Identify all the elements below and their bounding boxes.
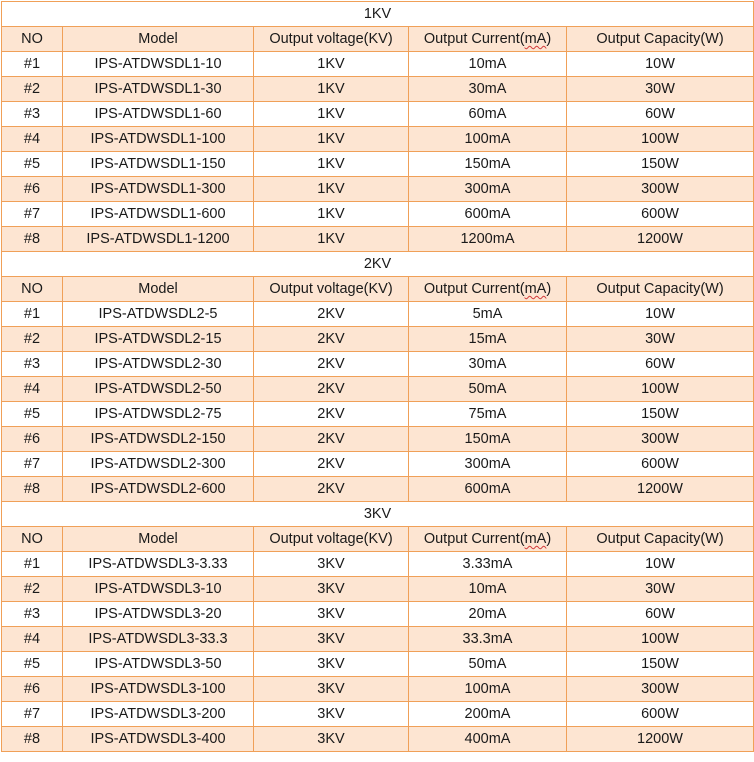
cell-no: #7	[2, 452, 63, 477]
cell-output-voltage: 2KV	[254, 377, 409, 402]
cell-model: IPS-ATDWSDL2-300	[63, 452, 254, 477]
cell-output-voltage: 1KV	[254, 152, 409, 177]
cell-output-capacity: 1200W	[567, 477, 754, 502]
cell-output-capacity: 100W	[567, 627, 754, 652]
cell-output-current: 75mA	[409, 402, 567, 427]
table-row	[2, 302, 754, 327]
header-model: Model	[63, 527, 254, 552]
cell-output-capacity: 100W	[567, 377, 754, 402]
header-output-voltage: Output voltage(KV)	[254, 527, 409, 552]
header-output-voltage: Output voltage(KV)	[254, 277, 409, 302]
cell-output-capacity: 150W	[567, 652, 754, 677]
header-output-current-label: Output Current(	[423, 531, 525, 547]
cell-output-current: 33.3mA	[409, 627, 567, 652]
cell-no: #4	[2, 377, 63, 402]
header-output-current-close: )	[546, 281, 552, 297]
table-row	[2, 452, 754, 477]
header-output-current	[409, 277, 567, 302]
cell-output-current: 300mA	[409, 452, 567, 477]
table-row	[2, 52, 754, 77]
cell-output-voltage: 2KV	[254, 302, 409, 327]
cell-output-capacity: 150W	[567, 402, 754, 427]
table-row	[2, 102, 754, 127]
column-header-row	[2, 527, 754, 552]
cell-model: IPS-ATDWSDL3-100	[63, 677, 254, 702]
table-row	[2, 352, 754, 377]
specs-table	[1, 1, 754, 752]
cell-output-capacity: 1200W	[567, 727, 754, 752]
table-row	[2, 552, 754, 577]
cell-model: IPS-ATDWSDL3-10	[63, 577, 254, 602]
cell-output-voltage: 2KV	[254, 452, 409, 477]
cell-no: #1	[2, 302, 63, 327]
cell-no: #4	[2, 127, 63, 152]
cell-output-capacity: 150W	[567, 152, 754, 177]
cell-output-capacity: 30W	[567, 577, 754, 602]
cell-model: IPS-ATDWSDL2-30	[63, 352, 254, 377]
column-header-row	[2, 277, 754, 302]
cell-output-current: 30mA	[409, 352, 567, 377]
cell-output-capacity: 30W	[567, 327, 754, 352]
cell-output-voltage: 3KV	[254, 702, 409, 727]
cell-model: IPS-ATDWSDL3-33.3	[63, 627, 254, 652]
cell-model: IPS-ATDWSDL3-3.33	[63, 552, 254, 577]
cell-output-current: 50mA	[409, 377, 567, 402]
cell-model: IPS-ATDWSDL1-100	[63, 127, 254, 152]
cell-output-voltage: 3KV	[254, 552, 409, 577]
cell-model: IPS-ATDWSDL2-50	[63, 377, 254, 402]
table-row	[2, 152, 754, 177]
cell-output-capacity: 60W	[567, 352, 754, 377]
cell-output-voltage: 1KV	[254, 127, 409, 152]
cell-no: #3	[2, 352, 63, 377]
cell-output-current: 5mA	[409, 302, 567, 327]
header-output-current-close: )	[546, 31, 552, 47]
table-row	[2, 427, 754, 452]
cell-output-capacity: 300W	[567, 677, 754, 702]
cell-output-current: 10mA	[409, 52, 567, 77]
table-row	[2, 577, 754, 602]
section-title: 3KV	[2, 502, 754, 527]
cell-no: #1	[2, 52, 63, 77]
section-title-row	[2, 502, 754, 527]
cell-output-current: 20mA	[409, 602, 567, 627]
cell-no: #3	[2, 602, 63, 627]
header-model: Model	[63, 27, 254, 52]
cell-output-current: 30mA	[409, 77, 567, 102]
cell-output-current: 600mA	[409, 202, 567, 227]
table-row	[2, 227, 754, 252]
cell-model: IPS-ATDWSDL3-200	[63, 702, 254, 727]
header-output-capacity: Output Capacity(W)	[567, 527, 754, 552]
table-row	[2, 327, 754, 352]
header-output-voltage: Output voltage(KV)	[254, 27, 409, 52]
header-output-current-close: )	[546, 531, 552, 547]
table-row	[2, 652, 754, 677]
specs-table-body	[2, 2, 754, 752]
cell-no: #5	[2, 652, 63, 677]
cell-output-voltage: 1KV	[254, 227, 409, 252]
cell-output-voltage: 3KV	[254, 677, 409, 702]
cell-model: IPS-ATDWSDL3-400	[63, 727, 254, 752]
cell-output-capacity: 60W	[567, 102, 754, 127]
section-title: 2KV	[2, 252, 754, 277]
section-title-row	[2, 252, 754, 277]
cell-output-capacity: 600W	[567, 452, 754, 477]
section-title-row	[2, 2, 754, 27]
cell-output-current: 10mA	[409, 577, 567, 602]
cell-model: IPS-ATDWSDL2-600	[63, 477, 254, 502]
cell-output-capacity: 100W	[567, 127, 754, 152]
cell-output-voltage: 2KV	[254, 477, 409, 502]
cell-output-voltage: 3KV	[254, 577, 409, 602]
cell-model: IPS-ATDWSDL3-50	[63, 652, 254, 677]
cell-output-current: 1200mA	[409, 227, 567, 252]
table-row	[2, 677, 754, 702]
cell-output-current: 15mA	[409, 327, 567, 352]
cell-no: #8	[2, 227, 63, 252]
table-row	[2, 627, 754, 652]
table-row	[2, 177, 754, 202]
header-model: Model	[63, 277, 254, 302]
cell-no: #6	[2, 177, 63, 202]
header-output-current-unit: mA	[524, 281, 547, 297]
cell-output-voltage: 3KV	[254, 652, 409, 677]
cell-output-voltage: 2KV	[254, 402, 409, 427]
cell-output-voltage: 2KV	[254, 352, 409, 377]
cell-output-current: 100mA	[409, 127, 567, 152]
table-row	[2, 727, 754, 752]
cell-output-current: 300mA	[409, 177, 567, 202]
cell-output-capacity: 600W	[567, 702, 754, 727]
cell-model: IPS-ATDWSDL2-5	[63, 302, 254, 327]
cell-output-current: 60mA	[409, 102, 567, 127]
cell-model: IPS-ATDWSDL2-150	[63, 427, 254, 452]
cell-model: IPS-ATDWSDL1-60	[63, 102, 254, 127]
cell-output-voltage: 3KV	[254, 727, 409, 752]
cell-output-voltage: 2KV	[254, 327, 409, 352]
cell-output-current: 50mA	[409, 652, 567, 677]
cell-no: #2	[2, 327, 63, 352]
header-output-current-label: Output Current(	[423, 281, 525, 297]
cell-no: #6	[2, 677, 63, 702]
cell-output-current: 200mA	[409, 702, 567, 727]
cell-no: #7	[2, 702, 63, 727]
header-output-capacity: Output Capacity(W)	[567, 277, 754, 302]
section-title: 1KV	[2, 2, 754, 27]
table-row	[2, 377, 754, 402]
cell-output-voltage: 1KV	[254, 102, 409, 127]
cell-output-voltage: 2KV	[254, 427, 409, 452]
column-header-row	[2, 27, 754, 52]
cell-model: IPS-ATDWSDL3-20	[63, 602, 254, 627]
cell-output-current: 600mA	[409, 477, 567, 502]
cell-model: IPS-ATDWSDL1-1200	[63, 227, 254, 252]
cell-model: IPS-ATDWSDL1-300	[63, 177, 254, 202]
cell-output-voltage: 1KV	[254, 177, 409, 202]
cell-no: #4	[2, 627, 63, 652]
cell-output-voltage: 1KV	[254, 77, 409, 102]
cell-no: #7	[2, 202, 63, 227]
header-output-current-unit: mA	[524, 531, 547, 547]
table-row	[2, 402, 754, 427]
header-output-current	[409, 527, 567, 552]
cell-no: #1	[2, 552, 63, 577]
cell-output-voltage: 1KV	[254, 52, 409, 77]
cell-model: IPS-ATDWSDL1-150	[63, 152, 254, 177]
header-output-capacity: Output Capacity(W)	[567, 27, 754, 52]
cell-output-voltage: 3KV	[254, 602, 409, 627]
cell-output-capacity: 600W	[567, 202, 754, 227]
cell-output-voltage: 1KV	[254, 202, 409, 227]
header-no: NO	[2, 527, 63, 552]
cell-no: #5	[2, 402, 63, 427]
header-no: NO	[2, 277, 63, 302]
cell-model: IPS-ATDWSDL2-15	[63, 327, 254, 352]
header-no: NO	[2, 27, 63, 52]
header-output-current-unit: mA	[524, 31, 547, 47]
table-row	[2, 602, 754, 627]
cell-output-capacity: 60W	[567, 602, 754, 627]
cell-output-current: 150mA	[409, 427, 567, 452]
cell-no: #8	[2, 727, 63, 752]
cell-output-current: 150mA	[409, 152, 567, 177]
cell-no: #5	[2, 152, 63, 177]
cell-no: #3	[2, 102, 63, 127]
cell-output-capacity: 10W	[567, 52, 754, 77]
cell-output-capacity: 1200W	[567, 227, 754, 252]
cell-model: IPS-ATDWSDL1-10	[63, 52, 254, 77]
table-row	[2, 127, 754, 152]
cell-output-capacity: 300W	[567, 427, 754, 452]
cell-output-capacity: 10W	[567, 302, 754, 327]
table-row	[2, 77, 754, 102]
table-row	[2, 477, 754, 502]
cell-model: IPS-ATDWSDL2-75	[63, 402, 254, 427]
cell-no: #2	[2, 577, 63, 602]
cell-output-current: 3.33mA	[409, 552, 567, 577]
table-row	[2, 702, 754, 727]
table-row	[2, 202, 754, 227]
cell-output-capacity: 300W	[567, 177, 754, 202]
cell-model: IPS-ATDWSDL1-30	[63, 77, 254, 102]
cell-model: IPS-ATDWSDL1-600	[63, 202, 254, 227]
cell-output-voltage: 3KV	[254, 627, 409, 652]
header-output-current-label: Output Current(	[423, 31, 525, 47]
cell-output-capacity: 10W	[567, 552, 754, 577]
cell-no: #8	[2, 477, 63, 502]
cell-no: #6	[2, 427, 63, 452]
header-output-current	[409, 27, 567, 52]
cell-output-current: 100mA	[409, 677, 567, 702]
cell-no: #2	[2, 77, 63, 102]
cell-output-capacity: 30W	[567, 77, 754, 102]
cell-output-current: 400mA	[409, 727, 567, 752]
